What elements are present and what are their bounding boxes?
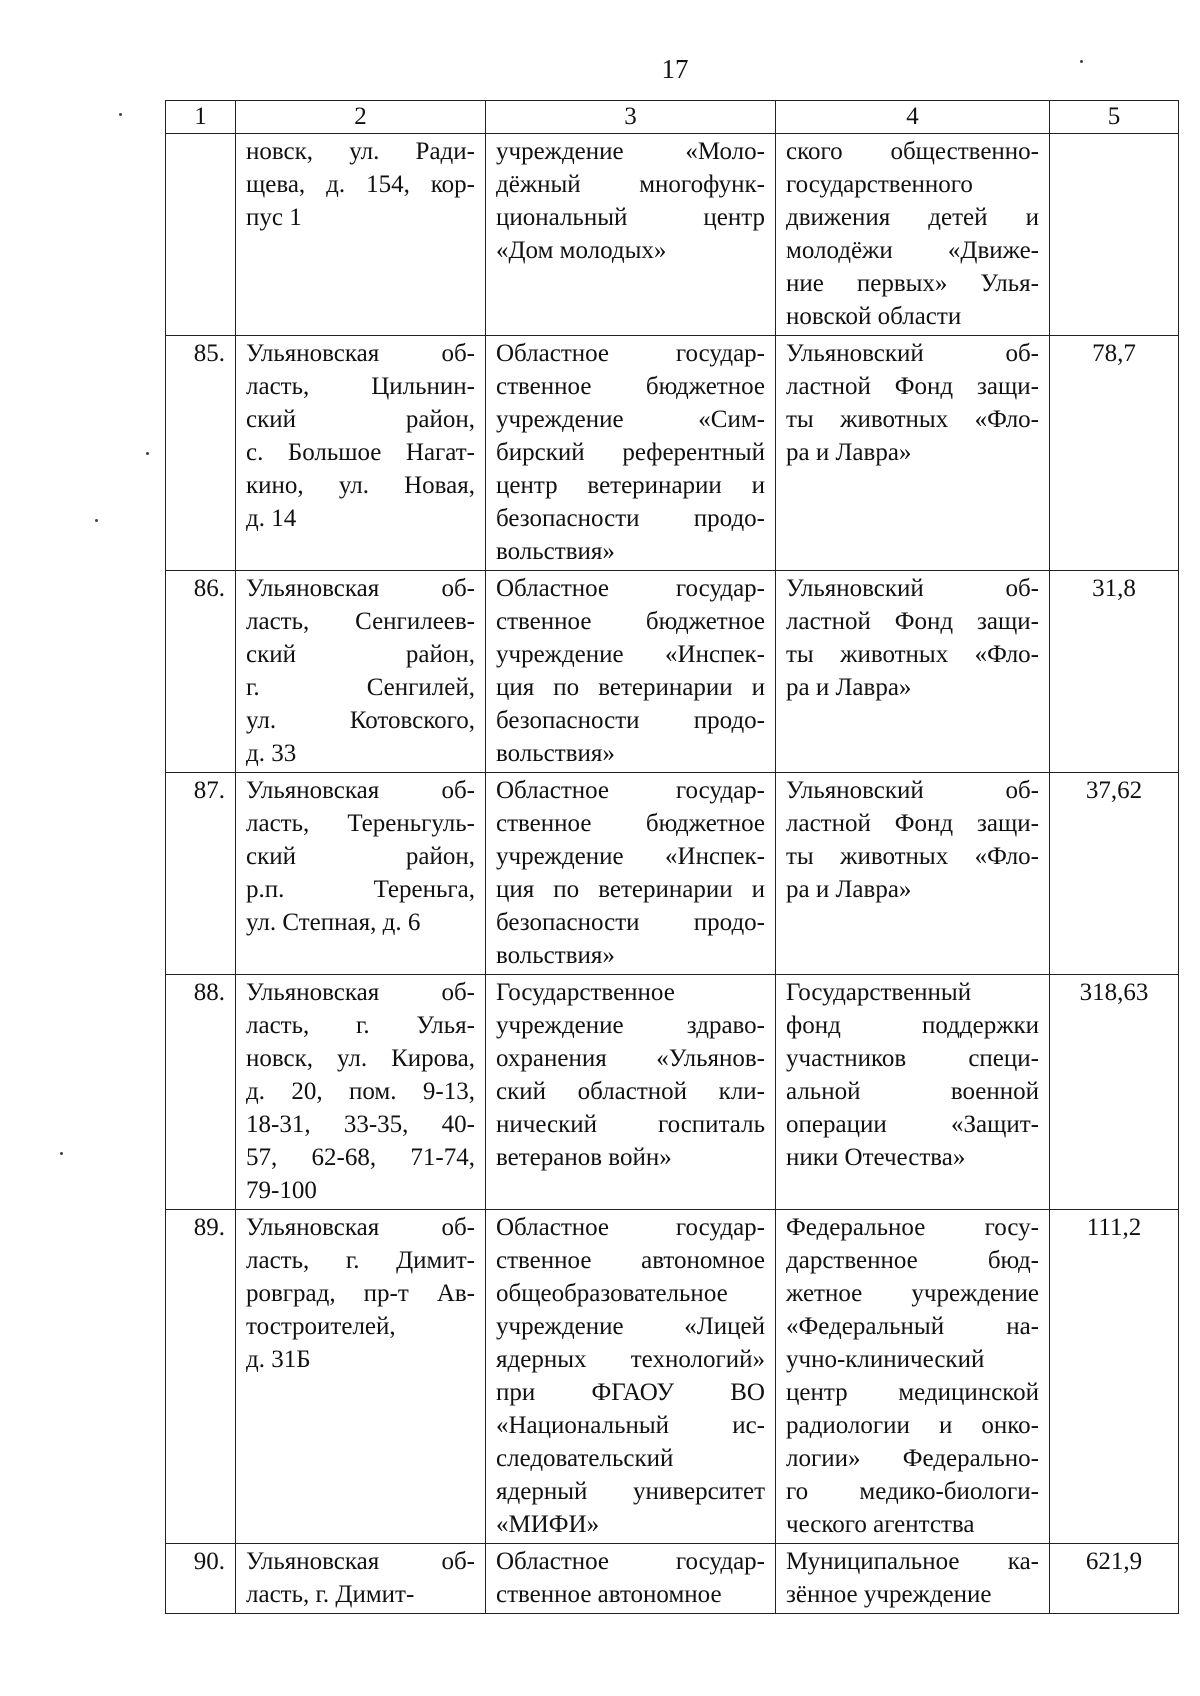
address-cell bbox=[236, 134, 486, 336]
scan-speck bbox=[1080, 60, 1083, 63]
recipient-cell-line: фонд поддержки bbox=[786, 1012, 1039, 1039]
address-cell-line: ровград, пр-т Ав- bbox=[246, 1280, 475, 1307]
recipient-cell bbox=[776, 773, 1050, 975]
recipient-cell-line: центр медицинской bbox=[786, 1379, 1039, 1406]
table-row bbox=[166, 336, 1179, 571]
recipient-cell-line: ты животных «Фло- bbox=[786, 406, 1039, 433]
recipient-cell-line: государственного bbox=[786, 171, 973, 198]
institution-cell-line: Областное государ- bbox=[496, 1548, 765, 1575]
institution-cell bbox=[486, 336, 776, 571]
row-number bbox=[166, 134, 236, 336]
column-header-4: 4 bbox=[776, 101, 1050, 134]
institution-cell-line: охранения «Ульянов- bbox=[496, 1045, 765, 1072]
table-row bbox=[166, 571, 1179, 773]
recipient-cell-line: ты животных «Фло- bbox=[786, 641, 1039, 668]
recipient-cell-line: го медико-биологи- bbox=[786, 1478, 1039, 1505]
row-number: 87. bbox=[166, 773, 236, 975]
scan-speck bbox=[146, 452, 149, 455]
institution-cell-line: нический госпиталь bbox=[496, 1111, 765, 1138]
recipient-cell-line: зённое учреждение bbox=[786, 1581, 992, 1608]
table-row bbox=[166, 975, 1179, 1210]
institution-cell-line: безопасности продо- bbox=[496, 707, 765, 734]
recipient-cell-line: Муниципальное ка- bbox=[786, 1548, 1039, 1575]
address-cell-line: ласть, г. Улья- bbox=[246, 1012, 475, 1039]
institution-cell-line: безопасности продо- bbox=[496, 505, 765, 532]
address-cell-line: с. Большое Нагат- bbox=[246, 439, 475, 466]
area-cell: 111,2 bbox=[1050, 1210, 1179, 1544]
address-cell bbox=[236, 336, 486, 571]
row-number: 88. bbox=[166, 975, 236, 1210]
recipient-cell-line: Ульяновский об- bbox=[786, 575, 1039, 602]
recipient-cell-line: ра и Лавра» bbox=[786, 674, 912, 701]
recipient-cell bbox=[776, 1544, 1050, 1614]
institution-cell-line: учреждение здраво- bbox=[496, 1012, 765, 1039]
recipient-cell-line: Ульяновский об- bbox=[786, 340, 1039, 367]
column-header-1: 1 bbox=[166, 101, 236, 134]
table-row bbox=[166, 773, 1179, 975]
institution-cell-line: ский областной кли- bbox=[496, 1078, 765, 1105]
institution-cell-line: «Национальный ис- bbox=[496, 1412, 765, 1439]
institution-cell-line: вольствия» bbox=[496, 942, 615, 969]
institution-cell-line: общеобразовательное bbox=[496, 1280, 728, 1307]
institution-cell-line: «Дом молодых» bbox=[496, 237, 667, 264]
recipient-cell-line: ра и Лавра» bbox=[786, 876, 912, 903]
institution-cell-line: учреждение «Инспек- bbox=[496, 843, 765, 870]
institution-cell-line: ядерных технологий» bbox=[496, 1346, 765, 1373]
address-cell-line: ский район, bbox=[246, 406, 475, 433]
recipient-cell bbox=[776, 1210, 1050, 1544]
address-cell-line: ласть, Тереньгуль- bbox=[246, 810, 475, 837]
institution-cell-line: ция по ветеринарии и bbox=[496, 674, 765, 701]
institution-cell-line: ядерный университет bbox=[496, 1478, 765, 1505]
address-cell-line: Ульяновская об- bbox=[246, 575, 475, 602]
address-cell-line: Ульяновская об- bbox=[246, 1548, 475, 1575]
recipient-cell bbox=[776, 975, 1050, 1210]
recipient-cell-line: молодёжи «Движе- bbox=[786, 237, 1039, 264]
institution-cell bbox=[486, 1210, 776, 1544]
institution-cell-line: Областное государ- bbox=[496, 340, 765, 367]
address-cell-line: ласть, г. Димит- bbox=[246, 1581, 415, 1608]
recipient-cell-line: ние первых» Улья- bbox=[786, 270, 1039, 297]
address-cell-line: Ульяновская об- bbox=[246, 1214, 475, 1241]
area-cell: 31,8 bbox=[1050, 571, 1179, 773]
institution-cell-line: безопасности продо- bbox=[496, 909, 765, 936]
address-cell-line: р.п. Тереньга, bbox=[246, 876, 475, 903]
area-cell bbox=[1050, 134, 1179, 336]
row-number: 86. bbox=[166, 571, 236, 773]
address-cell-line: 57, 62-68, 71-74, bbox=[246, 1144, 475, 1171]
institution-cell-line: «МИФИ» bbox=[496, 1511, 600, 1538]
row-number: 90. bbox=[166, 1544, 236, 1614]
table-row bbox=[166, 134, 1179, 336]
address-cell bbox=[236, 773, 486, 975]
institution-cell-line: учреждение «Сим- bbox=[496, 406, 765, 433]
address-cell-line: тостроителей, bbox=[246, 1313, 396, 1340]
address-cell-line: 18-31, 33-35, 40- bbox=[246, 1111, 475, 1138]
table-row bbox=[166, 1544, 1179, 1614]
institution-cell bbox=[486, 773, 776, 975]
institution-cell-line: Областное государ- bbox=[496, 777, 765, 804]
recipient-cell-line: дарственное бюд- bbox=[786, 1247, 1039, 1274]
recipient-cell-line: ластной Фонд защи- bbox=[786, 608, 1039, 635]
institution-cell-line: ственное бюджетное bbox=[496, 608, 765, 635]
institution-cell bbox=[486, 134, 776, 336]
recipient-cell-line: ты животных «Фло- bbox=[786, 843, 1039, 870]
address-cell-line: новск, ул. Кирова, bbox=[246, 1045, 475, 1072]
area-cell: 318,63 bbox=[1050, 975, 1179, 1210]
column-header-2: 2 bbox=[236, 101, 486, 134]
recipient-cell-line: ники Отечества» bbox=[786, 1144, 966, 1171]
institution-cell-line: следовательский bbox=[496, 1445, 674, 1472]
institution-cell-line: вольствия» bbox=[496, 740, 615, 767]
scan-speck bbox=[95, 519, 98, 522]
recipient-cell-line: новской области bbox=[786, 303, 962, 330]
scan-speck bbox=[119, 113, 122, 116]
institution-cell-line: циональный центр bbox=[496, 204, 765, 231]
recipient-cell-line: ра и Лавра» bbox=[786, 439, 912, 466]
institution-cell bbox=[486, 1544, 776, 1614]
address-cell-line: д. 14 bbox=[246, 505, 297, 532]
address-cell-line: д. 31Б bbox=[246, 1346, 311, 1373]
recipient-cell-line: логии» Федерально- bbox=[786, 1445, 1039, 1472]
property-table bbox=[165, 100, 1179, 1614]
institution-cell-line: ственное бюджетное bbox=[496, 810, 765, 837]
address-cell-line: д. 33 bbox=[246, 740, 297, 767]
table-header-row bbox=[166, 101, 1179, 134]
institution-cell-line: вольствия» bbox=[496, 538, 615, 565]
recipient-cell-line: Государственный bbox=[786, 979, 972, 1006]
address-cell-line: новск, ул. Ради- bbox=[246, 138, 475, 165]
address-cell-line: ский район, bbox=[246, 843, 475, 870]
area-cell: 621,9 bbox=[1050, 1544, 1179, 1614]
address-cell-line: д. 20, пом. 9-13, bbox=[246, 1078, 475, 1105]
institution-cell-line: ственное автономное bbox=[496, 1581, 722, 1608]
recipient-cell-line: «Федеральный на- bbox=[786, 1313, 1039, 1340]
address-cell-line: пус 1 bbox=[246, 204, 302, 231]
recipient-cell bbox=[776, 336, 1050, 571]
address-cell-line: ласть, Сенгилеев- bbox=[246, 608, 475, 635]
area-cell: 37,62 bbox=[1050, 773, 1179, 975]
institution-cell-line: дёжный многофунк- bbox=[496, 171, 765, 198]
institution-cell-line: Областное государ- bbox=[496, 575, 765, 602]
recipient-cell-line: учно-клинический bbox=[786, 1346, 985, 1373]
address-cell-line: Ульяновская об- bbox=[246, 777, 475, 804]
row-number: 85. bbox=[166, 336, 236, 571]
address-cell bbox=[236, 1544, 486, 1614]
recipient-cell-line: жетное учреждение bbox=[786, 1280, 1039, 1307]
address-cell bbox=[236, 571, 486, 773]
institution-cell-line: учреждение «Лицей bbox=[496, 1313, 765, 1340]
column-header-5: 5 bbox=[1050, 101, 1179, 134]
address-cell-line: ул. Степная, д. 6 bbox=[246, 909, 421, 936]
address-cell-line: Ульяновская об- bbox=[246, 979, 475, 1006]
address-cell-line: ул. Котовского, bbox=[246, 707, 475, 734]
recipient-cell-line: ластной Фонд защи- bbox=[786, 810, 1039, 837]
institution-cell-line: центр ветеринарии и bbox=[496, 472, 765, 499]
recipient-cell-line: ского общественно- bbox=[786, 138, 1039, 165]
institution-cell-line: учреждение «Инспек- bbox=[496, 641, 765, 668]
recipient-cell-line: ческого агентства bbox=[786, 1511, 975, 1538]
address-cell-line: ласть, г. Димит- bbox=[246, 1247, 475, 1274]
recipient-cell-line: операции «Защит- bbox=[786, 1111, 1039, 1138]
institution-cell bbox=[486, 975, 776, 1210]
recipient-cell-line: Ульяновский об- bbox=[786, 777, 1039, 804]
recipient-cell-line: ластной Фонд защи- bbox=[786, 373, 1039, 400]
institution-cell bbox=[486, 571, 776, 773]
recipient-cell-line: движения детей и bbox=[786, 204, 1039, 231]
row-number: 89. bbox=[166, 1210, 236, 1544]
recipient-cell-line: Федеральное госу- bbox=[786, 1214, 1039, 1241]
address-cell-line: ский район, bbox=[246, 641, 475, 668]
address-cell-line: Ульяновская об- bbox=[246, 340, 475, 367]
institution-cell-line: ственное автономное bbox=[496, 1247, 765, 1274]
recipient-cell bbox=[776, 134, 1050, 336]
institution-cell-line: ветеранов войн» bbox=[496, 1144, 672, 1171]
column-header-3: 3 bbox=[486, 101, 776, 134]
institution-cell-line: учреждение «Моло- bbox=[496, 138, 765, 165]
recipient-cell-line: участников специ- bbox=[786, 1045, 1039, 1072]
table-row bbox=[166, 1210, 1179, 1544]
address-cell bbox=[236, 1210, 486, 1544]
address-cell-line: ласть, Цильнин- bbox=[246, 373, 475, 400]
institution-cell-line: бирский референтный bbox=[496, 439, 765, 466]
institution-cell-line: ственное бюджетное bbox=[496, 373, 765, 400]
institution-cell-line: Государственное bbox=[496, 979, 675, 1006]
recipient-cell-line: радиологии и онко- bbox=[786, 1412, 1039, 1439]
scan-speck bbox=[60, 1152, 63, 1155]
address-cell-line: г. Сенгилей, bbox=[246, 674, 475, 701]
page-number: 17 bbox=[661, 54, 689, 84]
area-cell: 78,7 bbox=[1050, 336, 1179, 571]
address-cell bbox=[236, 975, 486, 1210]
address-cell-line: кино, ул. Новая, bbox=[246, 472, 475, 499]
institution-cell-line: при ФГАОУ ВО bbox=[496, 1379, 765, 1406]
address-cell-line: щева, д. 154, кор- bbox=[246, 171, 475, 198]
table-body bbox=[166, 134, 1179, 1614]
recipient-cell-line: альной военной bbox=[786, 1078, 1039, 1105]
address-cell-line: 79-100 bbox=[246, 1177, 317, 1204]
institution-cell-line: Областное государ- bbox=[496, 1214, 765, 1241]
recipient-cell bbox=[776, 571, 1050, 773]
institution-cell-line: ция по ветеринарии и bbox=[496, 876, 765, 903]
